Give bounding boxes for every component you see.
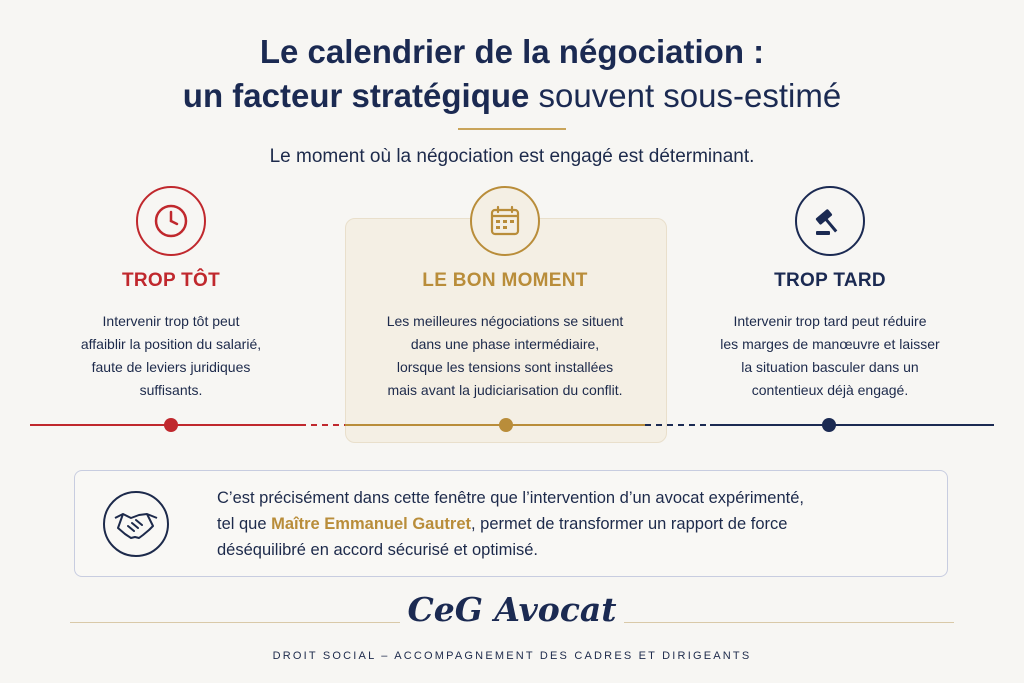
- timeline-marker-right: [499, 418, 513, 432]
- callout-text-fragment: tel que: [217, 515, 272, 533]
- body-line: suffisants.: [139, 382, 203, 398]
- title-line-2-light: souvent sous-estimé: [538, 77, 842, 114]
- body-line: Intervenir trop tard peut réduire: [733, 313, 927, 329]
- lawyer-name: Maître Emmanuel Gautret: [271, 515, 472, 533]
- column-body: [695, 310, 965, 402]
- body-line: mais avant la judiciarisation du conflit.: [387, 382, 623, 398]
- column-too-early: [11, 186, 331, 402]
- body-line: Les meilleures négociations se situent: [386, 313, 624, 329]
- callout-line-1: C’est précisément dans cette fenêtre que l’intervention d’un avocat expérimenté,: [217, 489, 804, 507]
- body-line: les marges de manœuvre et laisser: [720, 336, 940, 352]
- handshake-icon: [103, 491, 169, 557]
- column-body: [41, 310, 301, 402]
- body-line: lorsque les tensions sont installées: [396, 359, 614, 375]
- brand-logo: CeG Avocat: [407, 590, 617, 629]
- callout-text-fragment: , permet de transformer un rapport de force: [471, 515, 788, 533]
- column-heading: TROP TARD: [774, 270, 886, 291]
- body-line: la situation basculer dans un: [741, 359, 919, 375]
- timeline-marker-late: [822, 418, 836, 432]
- column-heading: LE BON MOMENT: [422, 270, 588, 291]
- callout-line-2: [217, 511, 927, 537]
- body-line: affaiblir la position du salarié,: [80, 336, 262, 352]
- column-right-moment: [345, 186, 665, 402]
- callout-text: [217, 485, 927, 563]
- timeline-marker-early: [164, 418, 178, 432]
- callout-line-3: déséquilibré en accord sécurisé et optimisé.: [217, 541, 539, 559]
- title-divider: [458, 128, 566, 130]
- title-line-2-bold: un facteur stratégique: [182, 77, 530, 114]
- tagline: DROIT SOCIAL – ACCOMPAGNEMENT DES CADRES ET DIRIGEANTS: [272, 650, 752, 662]
- callout-box: [74, 470, 948, 577]
- body-line: Intervenir trop tôt peut: [102, 313, 240, 329]
- gavel-icon: [795, 186, 865, 256]
- column-body: [360, 310, 650, 402]
- clock-icon: [136, 186, 206, 256]
- body-line: faute de leviers juridiques: [91, 359, 251, 375]
- title-line-1: Le calendrier de la négociation :: [259, 33, 765, 70]
- body-line: contentieux déjà engagé.: [751, 382, 909, 398]
- timeline: [0, 415, 1024, 435]
- body-line: dans une phase intermédiaire,: [410, 336, 600, 352]
- subtitle: Le moment où la négociation est engagé est déterminant.: [269, 146, 755, 167]
- page-title: [0, 30, 1024, 118]
- calendar-icon: [470, 186, 540, 256]
- column-heading: TROP TÔT: [121, 270, 221, 291]
- column-too-late: [670, 186, 990, 402]
